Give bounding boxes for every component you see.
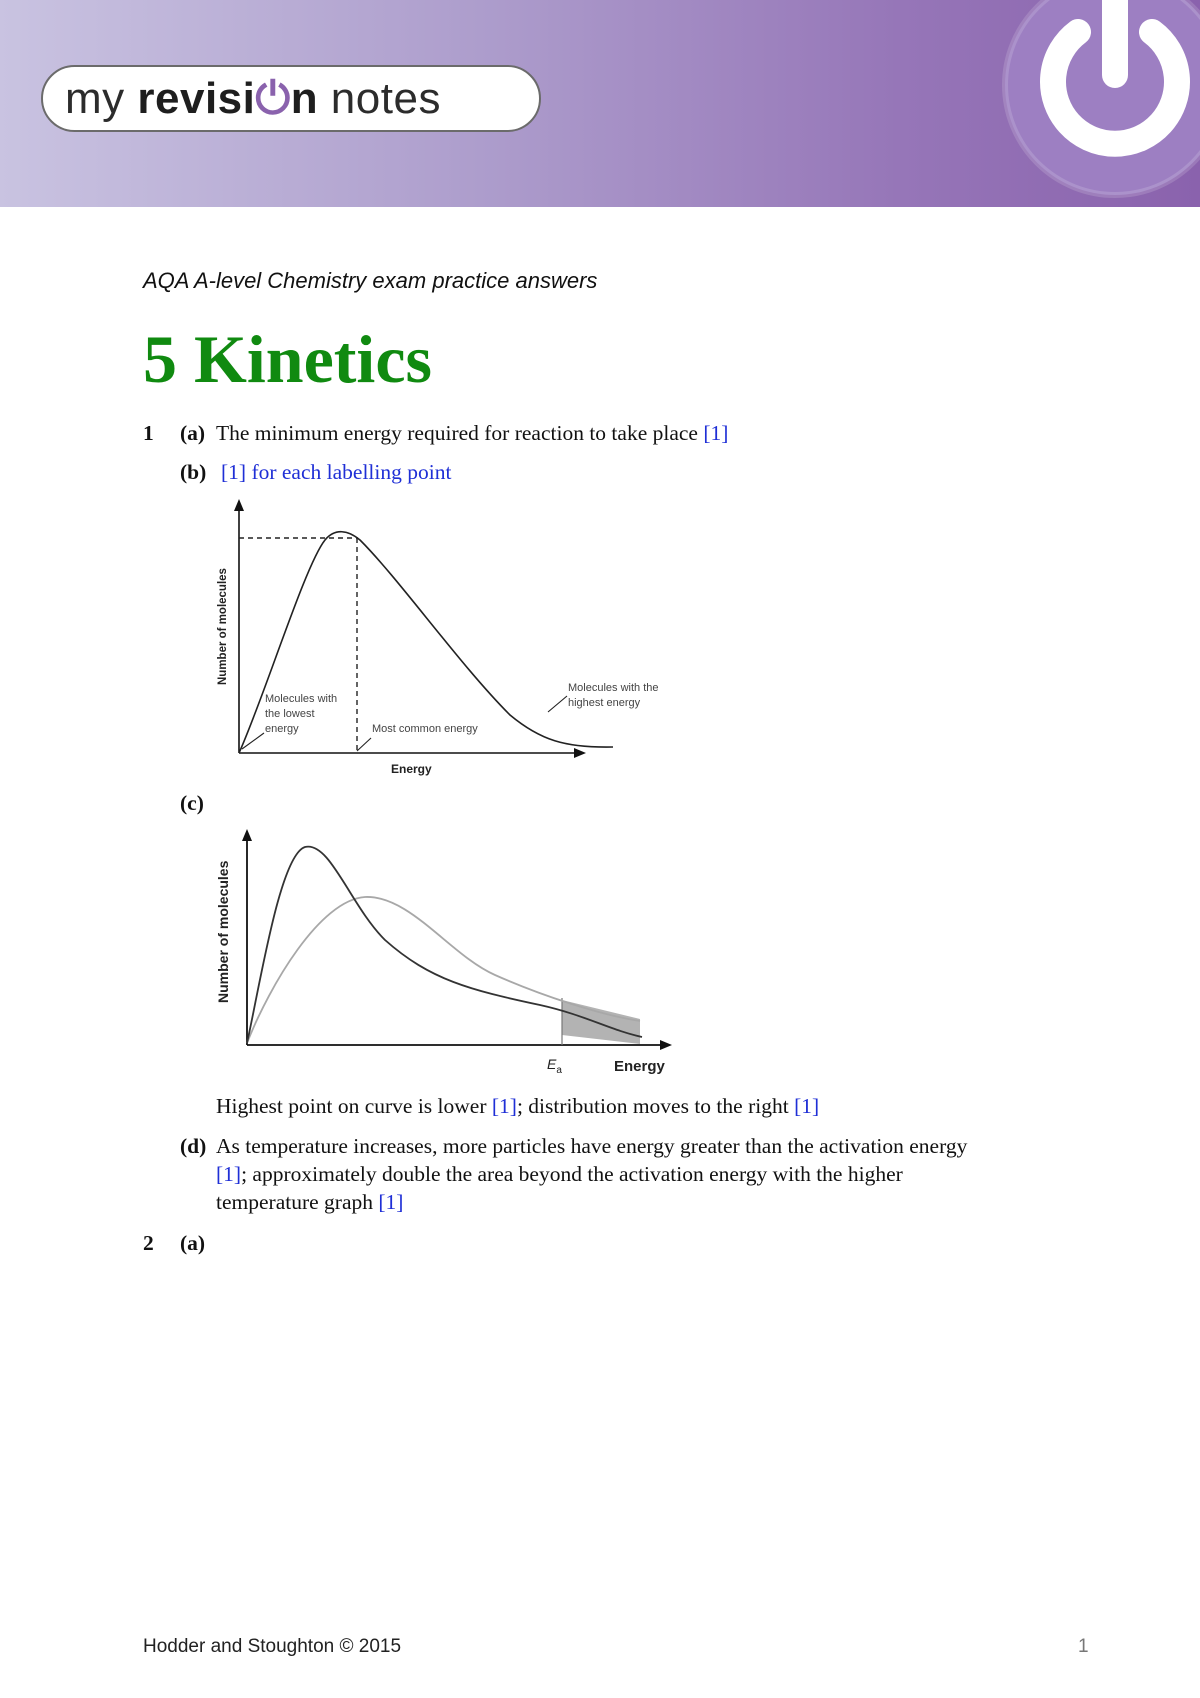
mark-1d-1: [1]: [216, 1162, 242, 1186]
answer-1a-text: The minimum energy required for reaction to take place: [216, 421, 698, 445]
diagram-c-ea-sub: a: [556, 1065, 562, 1076]
answer-1c: [216, 1093, 819, 1121]
answer-1b: [1] for each labelling point: [221, 460, 452, 484]
diagram-c-ea-label: [547, 1056, 562, 1076]
diagram-b-y-arrow: [234, 499, 244, 511]
question-number-2: 2: [143, 1231, 154, 1255]
answer-1c-text-2: ; distribution moves to the right: [516, 1094, 789, 1118]
answer-1d-line-3-text: temperature graph: [216, 1190, 373, 1214]
diagram-c-xlabel: Energy: [614, 1058, 665, 1075]
logo: [41, 65, 541, 132]
diagram-b-ylabel: Number of molecules: [217, 568, 229, 685]
logo-text-notes: notes: [318, 74, 441, 123]
question-number-1: 1: [143, 421, 154, 445]
logo-power-o: ⏻: [255, 74, 291, 123]
diagram-c-x-arrow: [660, 1040, 672, 1050]
part-label-1a: (a): [180, 421, 206, 445]
diagram-b-label-lowest-3: energy: [265, 723, 299, 735]
power-icon: [1000, 0, 1200, 200]
mark-1a: [1]: [703, 421, 729, 445]
answer-1a: [216, 420, 728, 448]
mark-1c-2: [1]: [794, 1094, 820, 1118]
answer-1d-line-3: [216, 1189, 403, 1217]
footer-publisher: Hodder and Stoughton © 2015: [143, 1636, 402, 1657]
diagram-b-distribution: [210, 495, 690, 780]
answer-1d-line-2-text: ; approximately double the area beyond the activation energy with the higher: [241, 1162, 903, 1186]
part-label-1d: (d): [180, 1134, 207, 1158]
diagram-b-leader-common: [357, 738, 371, 751]
mark-1c-1: [1]: [491, 1094, 517, 1118]
diagram-b-xlabel: Energy: [391, 762, 432, 776]
diagram-c-y-arrow: [242, 829, 252, 841]
diagram-b-label-highest-2: highest energy: [568, 697, 641, 709]
answer-1d-line-2: [216, 1161, 903, 1189]
footer-page-number: 1: [1078, 1636, 1089, 1657]
diagram-b-leader-highest: [548, 696, 567, 712]
header-banner: [0, 0, 1200, 207]
diagram-b-label-lowest-1: Molecules with: [265, 693, 338, 705]
diagram-b-label-common: Most common energy: [372, 723, 478, 735]
diagram-c-ylabel: Number of molecules: [215, 860, 231, 1003]
part-label-2a: (a): [180, 1231, 206, 1255]
mark-1d-2: [1]: [378, 1190, 404, 1214]
diagram-c-ea-main: E: [547, 1056, 557, 1072]
diagram-b-x-arrow: [574, 748, 586, 758]
logo-text-my: my: [65, 74, 138, 123]
part-label-1c: (c): [180, 791, 204, 815]
chapter-title: 5 Kinetics: [143, 321, 432, 397]
diagram-b-leader-lowest: [242, 733, 264, 749]
part-label-1b: (b): [180, 460, 207, 484]
answer-1c-text-1: Highest point on curve is lower: [216, 1094, 487, 1118]
diagram-c-two-temperatures: [210, 825, 680, 1080]
logo-text-revisi: revisi: [137, 74, 256, 123]
diagram-b-label-highest-1: Molecules with the: [568, 682, 659, 694]
answer-1d-line-1: As temperature increases, more particles have energy greater than the activation energy: [216, 1134, 968, 1158]
diagram-b-label-lowest-2: the lowest: [265, 708, 315, 720]
logo-text-n: n: [290, 74, 319, 123]
diagram-c-shaded-area: [562, 1000, 640, 1044]
document-subtitle: AQA A-level Chemistry exam practice answers: [143, 268, 598, 293]
